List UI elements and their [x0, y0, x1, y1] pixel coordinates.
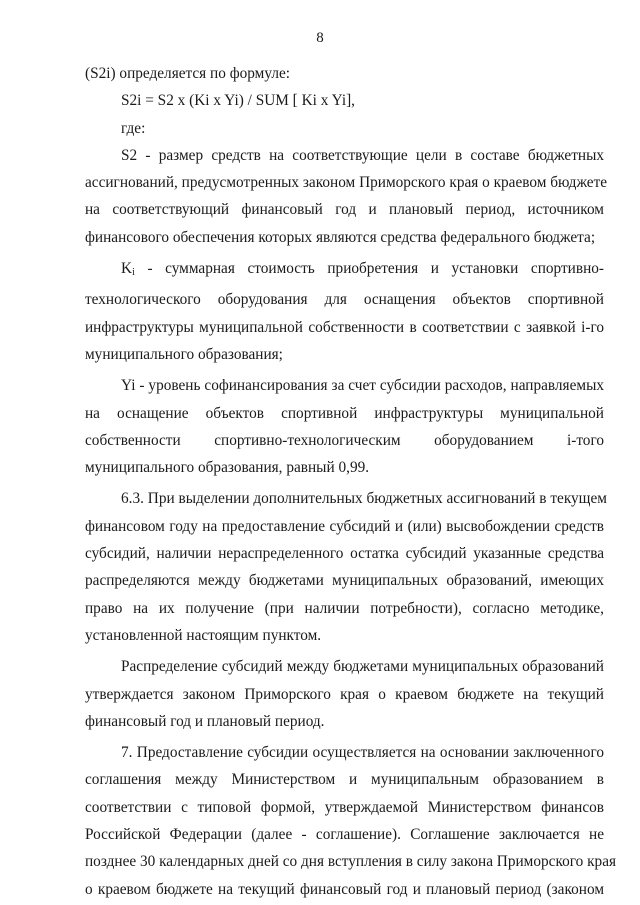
s2-line-3: на соответствующий финансовый год и плановый период, источником — [85, 201, 604, 219]
p63-line-2: финансовом году на предоставление субсидий и (или) высвобождении средств — [85, 517, 604, 535]
s2-line-2: ассигнований, предусмотренных законом Приморского края о краевом бюджете — [85, 174, 608, 192]
p7-line-3: соответствии с типовой формой, утверждаемой Министерством финансов — [85, 798, 604, 816]
yi-line-2: на оснащение объектов спортивной инфраструктуры муниципальной — [85, 404, 604, 422]
distribution-line-2: утверждается законом Приморского края о краевом бюджете на текущий — [85, 685, 604, 703]
s2-definition — [85, 142, 608, 251]
ki-line-3: инфраструктуры муниципальной собственности в соответствии с заявкой i-го — [85, 318, 604, 336]
document-body — [85, 60, 617, 903]
p63-line-3: субсидий, наличии нераспределенного остатка субсидий указанные средства — [85, 545, 604, 563]
yi-definition — [85, 372, 604, 481]
ki-text-1: - суммарная стоимость приобретения и установки спортивно- — [134, 260, 604, 278]
ki-line-2: технологического оборудования для оснащения объектов спортивной — [85, 291, 604, 309]
p63-line-1: 6.3. При выделении дополнительных бюджетных ассигнований в текущем — [121, 490, 607, 508]
distribution-line-1: Распределение субсидий между бюджетами муниципальных образований — [121, 658, 604, 676]
formula: S2i = S2 x (Ki x Yi) / SUM [ Ki x Yi], — [121, 92, 355, 110]
p7-line-5: позднее 30 календарных дней со дня вступления в силу закона Приморского края — [85, 853, 617, 871]
s2-line-4: финансового обеспечения которых являются средства федерального бюджета; — [85, 228, 596, 246]
p7-line-4: Российской Федерации (далее - соглашение). Соглашение заключается не — [85, 826, 604, 844]
p63-line-4: распределяются между бюджетами муниципальных образований, имеющих — [85, 572, 604, 590]
p7-line-6: о краевом бюджете на текущий финансовый год и плановый период (законом — [85, 880, 604, 898]
ki-line-1 — [85, 255, 604, 286]
p7-line-1: 7. Предоставление субсидии осуществляется на основании заключенного — [121, 744, 604, 762]
ki-line-4: муниципального образования; — [85, 345, 283, 363]
yi-line-4: муниципального образования, равный 0,99. — [85, 459, 370, 477]
page-number: 8 — [316, 30, 324, 46]
where-label: где: — [121, 119, 146, 137]
p63-line-6: установленной настоящим пунктом. — [85, 626, 322, 644]
p7-line-2: соглашения между Министерством и муниципальным образованием в — [85, 771, 604, 789]
paragraph-7 — [85, 739, 617, 903]
ki-symbol: K — [121, 260, 133, 278]
yi-line-3: собственности спортивно-технологическим оборудованием i-того — [85, 431, 604, 449]
ki-definition — [85, 255, 604, 368]
s2-line-1: S2 - размер средств на соответствующие цели в составе бюджетных — [121, 146, 604, 164]
distribution-line-3: финансовый год и плановый период. — [85, 712, 325, 730]
paragraph-6-3 — [85, 485, 607, 649]
yi-line-1: Yi - уровень софинансирования за счет субсидии расходов, направляемых — [121, 377, 604, 395]
distribution-paragraph — [85, 653, 604, 735]
intro-line: (S2i) определяется по формуле: — [85, 65, 291, 82]
ki-subscript: i — [132, 267, 135, 279]
p63-line-5: право на их получение (при наличии потребности), согласно методике, — [85, 599, 604, 617]
